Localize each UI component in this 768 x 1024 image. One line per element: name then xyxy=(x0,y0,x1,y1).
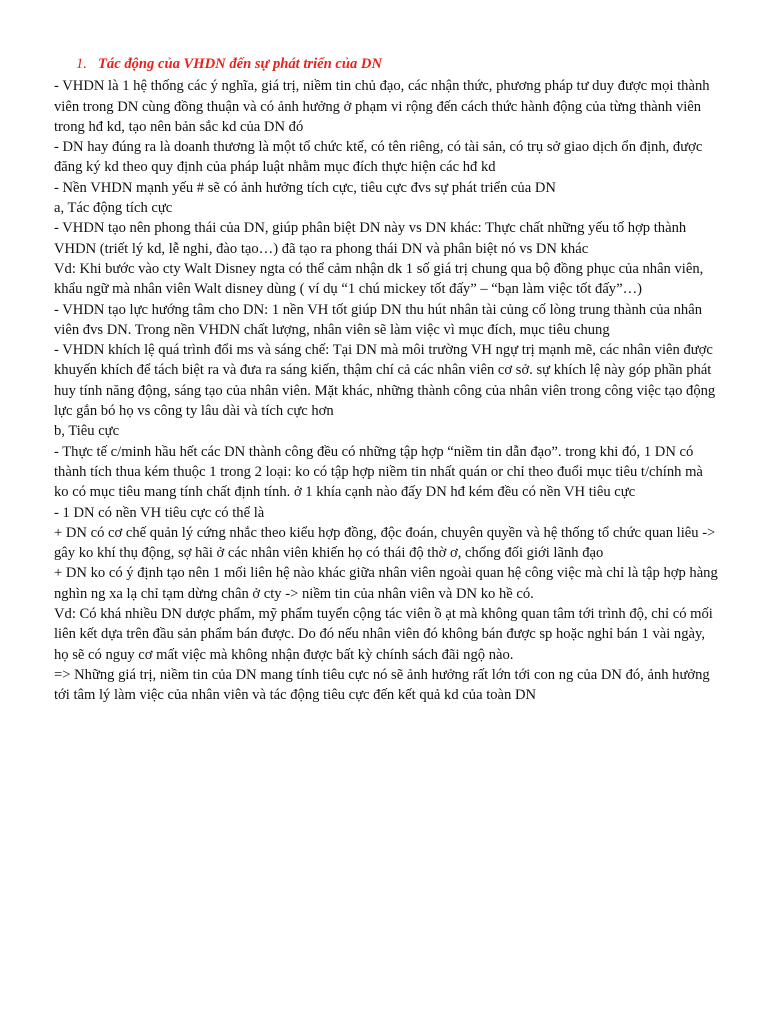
paragraph-definition-dn: - DN hay đúng ra là doanh thương là một tổ chức ktế, có tên riêng, có tài sản, có trụ sở giao dịch ổn định, được đăng ký kd theo quy định của pháp luật nhằm mục đích thực hiện các hđ kd xyxy=(54,139,703,176)
document-page xyxy=(54,54,718,706)
paragraph-definition-vhdn: - VHDN là 1 hệ thống các ý nghĩa, giá trị, niềm tin chủ đạo, các nhận thức, phương pháp tư duy được mọi thành viên trong DN cùng đồng thuận và có ảnh hưởng ở phạm vi rộng đến cách thức hành động của từng thành viên trong hđ kd, tạo nên bản sắc kd của DN đó xyxy=(54,78,710,135)
subheading-positive: a, Tác động tích cực xyxy=(54,200,173,217)
section-number: 1. xyxy=(76,56,87,72)
paragraph-example-pharma: Vd: Có khá nhiều DN dược phẩm, mỹ phẩm tuyển cộng tác viên ồ ạt mà không quan tâm tới trình độ, chỉ có mối liên kết dựa trên đầu sản phẩm bán được. Do đó nếu nhân viên đó không bán được sp hoặc nghỉ bán 1 vài ngày, họ sẽ có nguy cơ mất việc mà không nhận được bất kỳ chính sách đãi ngộ nào. xyxy=(54,606,713,663)
paragraph-reality: - Thực tế c/minh hầu hết các DN thành công đều có những tập hợp “niềm tin dẫn đạo”. trong khi đó, 1 DN có thành tích thua kém thuộc 1 trong 2 loại: ko có tập hợp niềm tin nhất quán or chỉ theo đuổi mục tiêu t/chính mà ko có mục tiêu mang tính chất định tính. ở 1 khía cạnh nào đấy DN hđ kém đều có nền VH tiêu cực xyxy=(54,443,703,501)
paragraph-strength: - Nền VHDN mạnh yếu # sẽ có ảnh hưởng tích cực, tiêu cực đvs sự phát triển của DN xyxy=(54,179,556,196)
paragraph-no-connection: + DN ko có ý định tạo nên 1 mối liên hệ nào khác giữa nhân viên ngoài quan hệ công việc mà chỉ là tập hợp hàng nghìn ng xa lạ chỉ tạm dừng chân ở cty -> niềm tin của nhân viên và DN ko hề có. xyxy=(54,565,718,602)
paragraph-rigid-management: + DN có cơ chế quản lý cứng nhắc theo kiểu hợp đồng, độc đoán, chuyên quyền và hệ thống tổ chức quan liêu -> gây ko khí thụ động, sợ hãi ở các nhân viên khiến họ có thái độ thờ ơ, chống đối giới lãnh đạo xyxy=(54,524,716,562)
paragraph-conclusion: => Những giá trị, niềm tin của DN mang tính tiêu cực nó sẽ ảnh hưởng rất lớn tới con ng của DN đó, ảnh hưởng tới tâm lý làm việc của nhân viên và tác động tiêu cực đến kết quả kd của toàn DN xyxy=(54,666,710,704)
paragraph-innovation: - VHDN khích lệ quá trình đổi ms và sáng chế: Tại DN mà môi trường VH ngự trị mạnh mẽ, các nhân viên được khuyến khích để tách biệt ra và đưa ra sáng kiến, thậm chí cả các nhân viên cơ sở. sự khích lệ này góp phần phát huy tính năng động, sáng tạo của nhân viên. Mặt khác, những thành công của nhân viên trong công việc tạo động lực gắn bó họ vs công ty lâu dài và tích cực hơn xyxy=(54,342,716,420)
section-title: Tác động của VHDN đến sự phát triển của DN xyxy=(98,56,383,72)
section-heading xyxy=(54,54,718,74)
paragraph-cohesion: - VHDN tạo lực hướng tâm cho DN: 1 nền VH tốt giúp DN thu hút nhân tài củng cố lòng trung thành của nhân viên đvs DN. Trong nền VHDN chất lượng, nhân viên sẽ làm việc vì mục đích, mục tiêu chung xyxy=(54,301,702,338)
paragraph-style: - VHDN tạo nên phong thái của DN, giúp phân biệt DN này vs DN khác: Thực chất những yếu tố hợp thành VHDN (triết lý kd, lễ nghi, đào tạo…) đã tạo ra phong thái DN và phân biệt nó vs DN khác xyxy=(54,220,687,257)
paragraph-negative-intro: - 1 DN có nền VH tiêu cực có thể là xyxy=(54,504,265,521)
subheading-negative: b, Tiêu cực xyxy=(54,423,120,440)
paragraph-example-disney: Vd: Khi bước vào cty Walt Disney ngta có thể cảm nhận dk 1 số giá trị chung qua bộ đồng phục của nhân viên, khẩu ngữ mà nhân viên Walt disney dùng ( ví dụ “1 chú mickey tốt đấy” – “bạn làm việc tốt đấy”…) xyxy=(54,260,704,298)
